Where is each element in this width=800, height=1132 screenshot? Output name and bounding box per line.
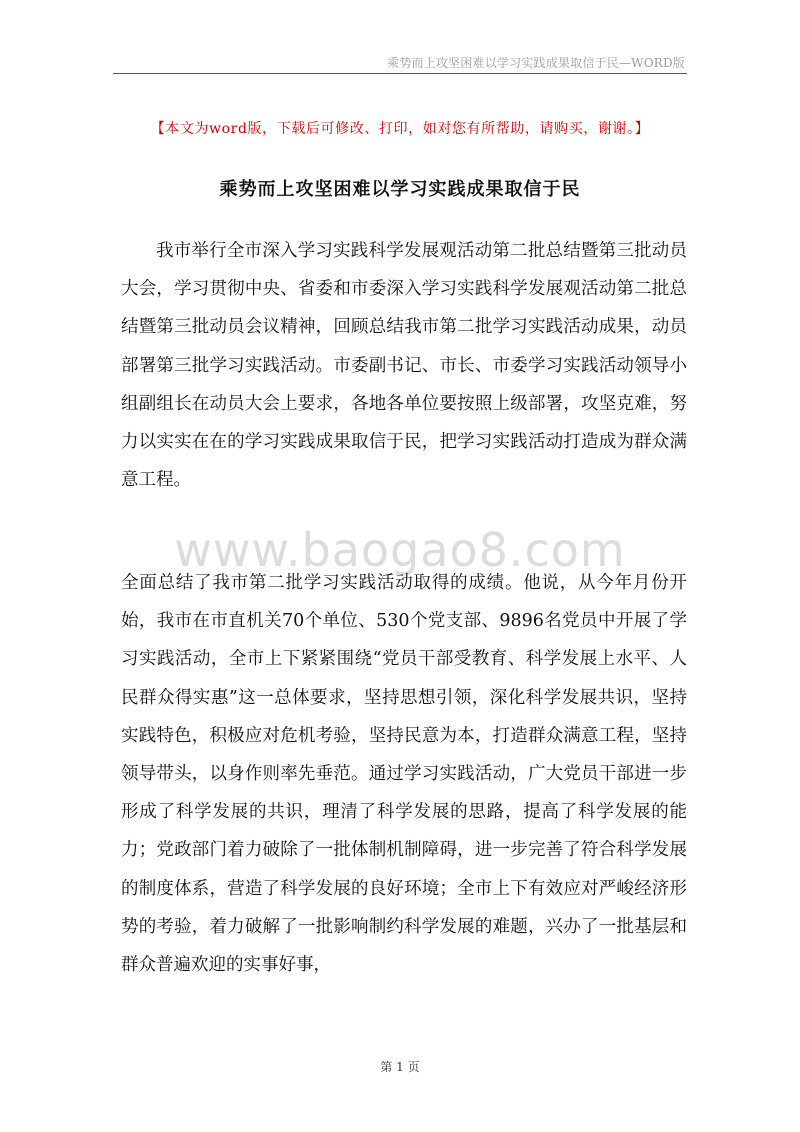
watermark-text: www.baogao8.com [174, 523, 626, 577]
header-divider [113, 73, 687, 74]
page-number: 第 1 页 [380, 1060, 420, 1074]
body-paragraph-2: 全面总结了我市第二批学习实践活动取得的成绩。他说，从今年月份开始，我市在市直机关70个单位、530个党支部、9896名党员中开展了学习实践活动，全市上下紧紧围绕“党员干部受教育、科学发展上水平、人民群众得实惠”这一总体要求，坚持思想引领，深化科学发展共识，坚持实践特色，积极应对危机考验，坚持民意为本，打造群众满意工程，坚持领导带头，以身作则率先垂范。通过学习实践活动，广大党员干部进一步形成了科学发展的共识，理清了科学发展的思路，提高了科学发展的能力；党政部门着力破除了一批体制机制障碍，进一步完善了符合科学发展的制度体系，营造了科学发展的良好环境；全市上下有效应对严峻经济形势的考验，着力破解了一批影响制约科学发展的难题，兴办了一批基层和群众普遍欢迎的实事好事， [121, 573, 687, 976]
download-notice: 【本文为word版，下载后可修改、打印，如对您有所帮助，请购买，谢谢。】 [150, 121, 650, 137]
running-header: 乘势而上攻坚困难以学习实践成果取信于民—WORD版 [387, 56, 685, 70]
body-paragraph-1: 我市举行全市深入学习实践科学发展观活动第二批总结暨第三批动员大会，学习贯彻中央、省委和市委深入学习实践科学发展观活动第二批总结暨第三批动员会议精神，回顾总结我市第二批学习实践活动成果，动员部署第三批学习实践活动。市委副书记、市长、市委学习实践活动领导小组副组长在动员大会上要求，各地各单位要按照上级部署，攻坚克难，努力以实实在在的学习实践成果取信于民，把学习实践活动打造成为群众满意工程。 [121, 241, 687, 491]
document-title: 乘势而上攻坚困难以学习实践成果取信于民 [219, 179, 581, 200]
